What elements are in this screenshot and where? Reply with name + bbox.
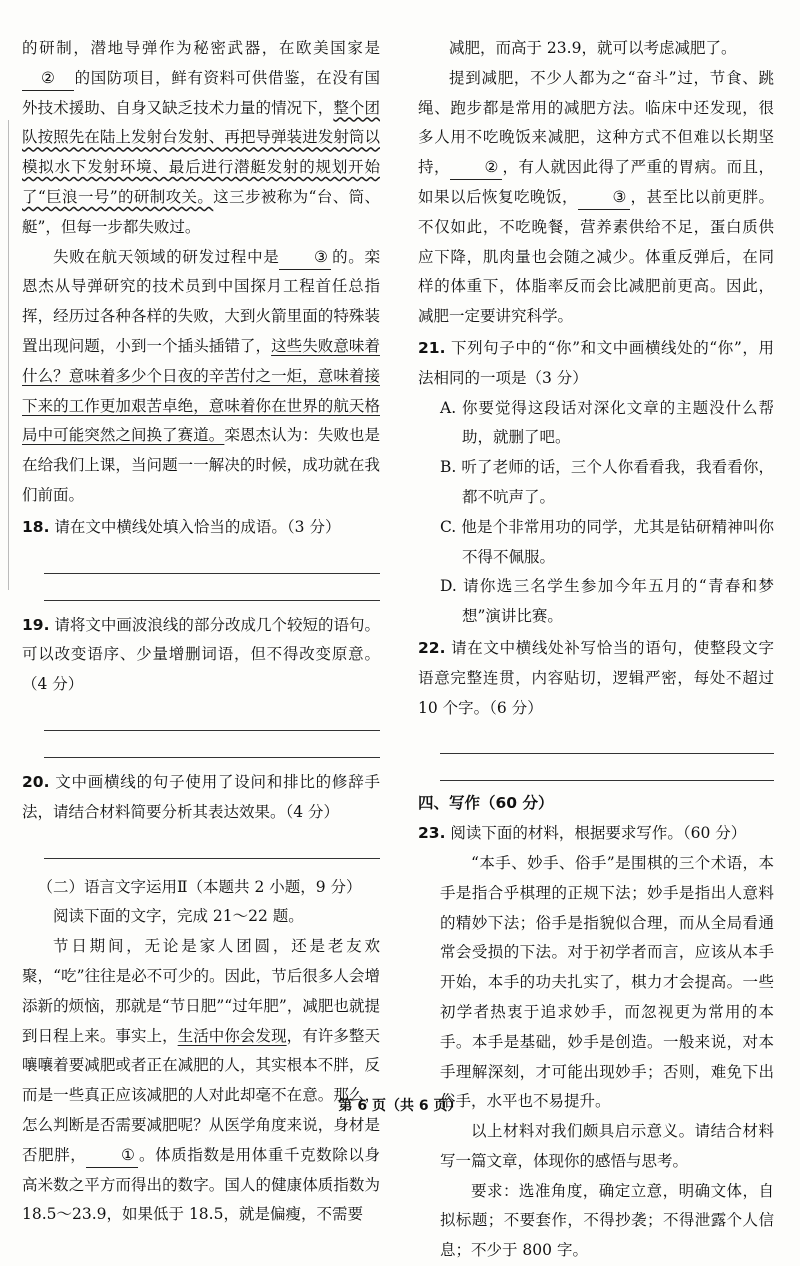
passage-paragraph-5: 提到减肥，不少人都为之“奋斗”过，节食、跳绳、跑步都是常用的减肥方法。临床中还发现，很多人用不吃晚饭来减肥，这种方式不但难以长期坚持， ② ，有人就因此得了严重的胃病。而且，如果以后恢复吃晚饭， ③ ，甚至比以前更胖。不仅如此，不吃晚餐，营养素供给不足，蛋白质供应下降，肌肉量也会随之减少。体重反弹后，在同样的体重下，体脂率反而会比减肥前更高。因此，减肥一定要讲究科学。 [418,68,774,326]
section-heading: （二）语言文字运用Ⅱ（本题共 2 小题，9 分） [37,877,362,896]
underlined-text: 这些失败意味着什么？意味着多少个日夜的辛苦付之一炬，意味着接下来的工作更加艰苦卓绝，意味着你在世界的航天格局中可能突然之间换了赛道。 [22,336,380,445]
passage-paragraph-3: 节日期间，无论是家人团圆，还是老友欢聚，“吃”往往是必不可少的。因此，节后很多人会增添新的烦恼，那就是“节日肥”“过年肥”，减肥也就提到日程上来。事实上，生活中你会发现，有许多整天嚷嚷着要减肥或者正在减肥的人，其实根本不胖，反而是一些真正应该减肥的人对此却毫不在意。那么，怎么判断是否需要减肥呢？从医学角度来说，身材是否肥胖， ① 。体质指数是用体重千克数除以身高米数之平方而得出的数字。国人的健康体质指数为 18.5～23.9，如果低于 18.5，就是偏瘦，不需要 [22,937,380,1224]
left-column [22,34,380,1230]
answer-line[interactable] [44,858,380,859]
blank-1: ① [86,1143,138,1168]
writing-section-heading: 四、写作（60 分） [418,794,554,813]
section-intro: 阅读下面的文字，完成 21～22 题。 [53,907,304,926]
answer-line[interactable] [44,600,380,601]
question-18: 18. 请在文中横线处填入恰当的成语。（3 分） [22,517,341,536]
margin-rule [8,120,9,590]
requirements-paragraph: 要求：选准角度，确定立意，明确文体，自拟标题；不要套作，不得抄袭；不得泄露个人信息；不少于 800 字。 [440,1181,774,1260]
answer-line[interactable] [44,573,380,574]
blank-2: ② [450,155,502,180]
option-d[interactable]: D. 请你选三名学生参加今年五月的“青春和梦想”演讲比赛。 [440,577,774,626]
option-c[interactable]: C. 他是个非常用功的同学，尤其是钻研精神叫你不得不佩服。 [440,517,774,566]
question-20: 20. 文中画横线的句子使用了设问和排比的修辞手法，请结合材料简要分析其表达效果。（4 分） [22,772,380,821]
passage-paragraph-2: 失败在航天领域的研发过程中是 ③ 的。栾恩杰从导弹研究的技术员到中国探月工程首任总指挥，经历过各种各样的失败，大到火箭里面的特殊装置出现问题，小到一个插头插错了，这些失败意味着什么？意味着多少个日夜的辛苦付之一炬，意味着接下来的工作更加艰苦卓绝，意味着你在世界的航天格局中可能突然之间换了赛道。栾恩杰认为：失败也是在给我们上课，当问题一一解决的时候，成功就在我们前面。 [22,243,380,511]
passage-paragraph-4: 减肥，而高于 23.9，就可以考虑减肥了。 [449,39,737,57]
blank-2: ② [22,66,74,91]
option-a[interactable]: A. 你要觉得这段话对深化文章的主题没什么帮助，就删了吧。 [440,398,774,447]
passage-paragraph-1: 的研制，潜地导弹作为秘密武器，在欧美国家是② 的国防项目，鲜有资料可供借鉴，在没有国外技术援助、自身又缺乏技术力量的情况下，整个团队按照先在陆上发射台发射、再把导弹装进发射筒以模拟水下发射环境、最后进行潜艇发射的规划开始了“巨浪一号”的研制攻关。这三步被称为“台、筒、艇”，但每一步都失败过。 [22,39,380,236]
question-19: 19. 请将文中画波浪线的部分改成几个较短的语句。可以改变语序、少量增删词语，但不得改变原意。（4 分） [22,615,380,694]
wavy-underlined-text: 整个团队按照先在陆上发射台发射、再把导弹装进发射筒以模拟水下发射环境、最后进行潜艇发射的规划开始了“巨浪一号”的研制攻关。 [22,98,380,206]
page-number: 第 6 页（共 6 页） [338,1098,462,1114]
right-column [418,34,774,1266]
prompt-paragraph: 以上材料对我们颇具启示意义。请结合材料写一篇文章，体现你的感悟与思考。 [440,1122,774,1170]
question-23: 23. 阅读下面的材料，根据要求写作。（60 分） [418,824,747,843]
blank-3: ③ [578,185,630,210]
answer-line[interactable] [44,757,380,758]
answer-line[interactable] [440,780,774,781]
option-b[interactable]: B. 听了老师的话，三个人你看看我，我看看你，都不吭声了。 [440,458,774,506]
answer-line[interactable] [44,730,380,731]
blank-3: ③ [279,245,331,270]
answer-line[interactable] [440,753,774,754]
question-21: 21. 下列句子中的“你”和文中画横线处的“你”，用法相同的一项是（3 分） [418,338,774,387]
underlined-text: 生活中你会发现 [177,1026,287,1045]
question-22: 22. 请在文中横线处补写恰当的语句，使整段文字语意完整连贯，内容贴切，逻辑严密，每处不超过 10 个字。（6 分） [418,638,774,717]
material-paragraph: “本手、妙手、俗手”是围棋的三个术语，本手是指合乎棋理的正规下法；妙手是指出人意料的精妙下法；俗手是指貌似合理，而从全局看通常会受损的下法。对于初学者而言，应该从本手开始，本手的功夫扎实了，棋力才会提高。一些初学者热衷于追求妙手，而忽视更为常用的本手。本手是基础，妙手是创造。一般来说，对本手理解深刻，才可能出现妙手；否则，难免下出俗手，水平也不易提升。 [440,853,774,1111]
